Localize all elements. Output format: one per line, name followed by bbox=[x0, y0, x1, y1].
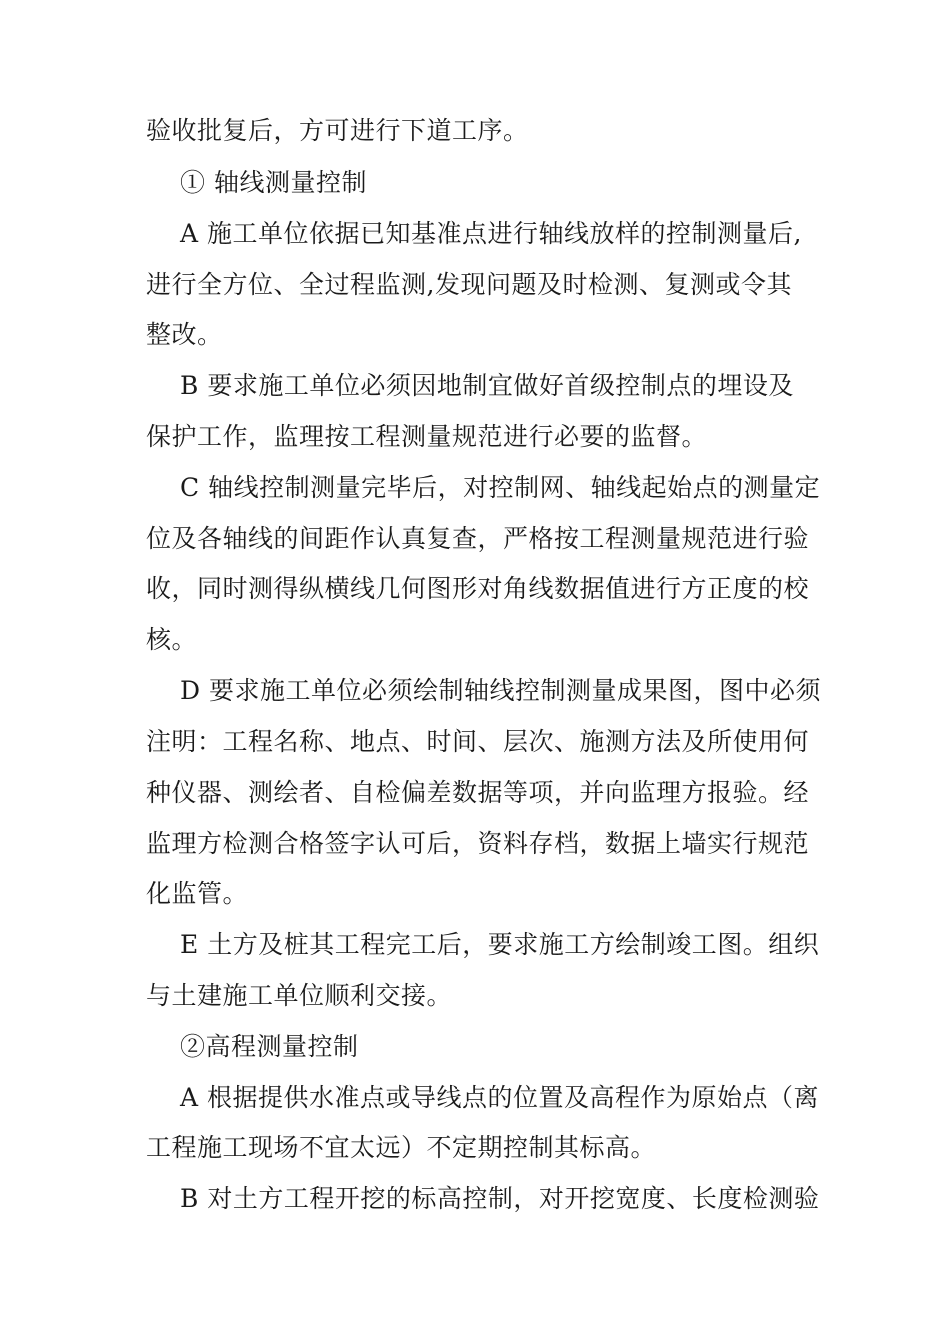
text-line: 整改。 bbox=[146, 320, 223, 349]
text-line: 工程施工现场不宜太远）不定期控制其标高。 bbox=[146, 1133, 657, 1162]
text-line: 保护工作，监理按工程测量规范进行必要的监督。 bbox=[146, 422, 708, 451]
text-line: 位及各轴线的间距作认真复查，严格按工程测量规范进行验 bbox=[146, 524, 810, 553]
section-heading: ① 轴线测量控制 bbox=[180, 168, 367, 197]
text-line: A 施工单位依据已知基准点进行轴线放样的控制测量后, bbox=[180, 219, 802, 248]
text-line: 化监管。 bbox=[146, 879, 249, 908]
text-line: D 要求施工单位必须绘制轴线控制测量成果图，图中必须 bbox=[180, 676, 821, 705]
text-line: 种仪器、测绘者、自检偏差数据等项，并向监理方报验。经 bbox=[146, 778, 810, 807]
text-line: E 土方及桩其工程完工后，要求施工方绘制竣工图。组织 bbox=[180, 930, 820, 959]
text-line: 核。 bbox=[146, 625, 198, 654]
text-line: B 要求施工单位必须因地制宜做好首级控制点的埋设及 bbox=[180, 371, 794, 400]
text-line: 与土建施工单位顺利交接。 bbox=[146, 981, 453, 1010]
text-line: 进行全方位、全过程监测,发现问题及时检测、复测或令其 bbox=[146, 270, 792, 299]
section-heading: ②高程测量控制 bbox=[180, 1032, 359, 1061]
text-line: 收，同时测得纵横线几何图形对角线数据值进行方正度的校 bbox=[146, 574, 810, 603]
text-line: A 根据提供水准点或导线点的位置及高程作为原始点（离 bbox=[180, 1083, 820, 1112]
text-line: 注明：工程名称、地点、时间、层次、施测方法及所使用何 bbox=[146, 727, 810, 756]
text-line: C 轴线控制测量完毕后，对控制网、轴线起始点的测量定 bbox=[180, 473, 821, 502]
text-line: 验收批复后，方可进行下道工序。 bbox=[146, 116, 529, 145]
text-line: B 对土方工程开挖的标高控制，对开挖宽度、长度检测验 bbox=[180, 1184, 820, 1213]
text-line: 监理方检测合格签字认可后，资料存档，数据上墙实行规范 bbox=[146, 829, 810, 858]
